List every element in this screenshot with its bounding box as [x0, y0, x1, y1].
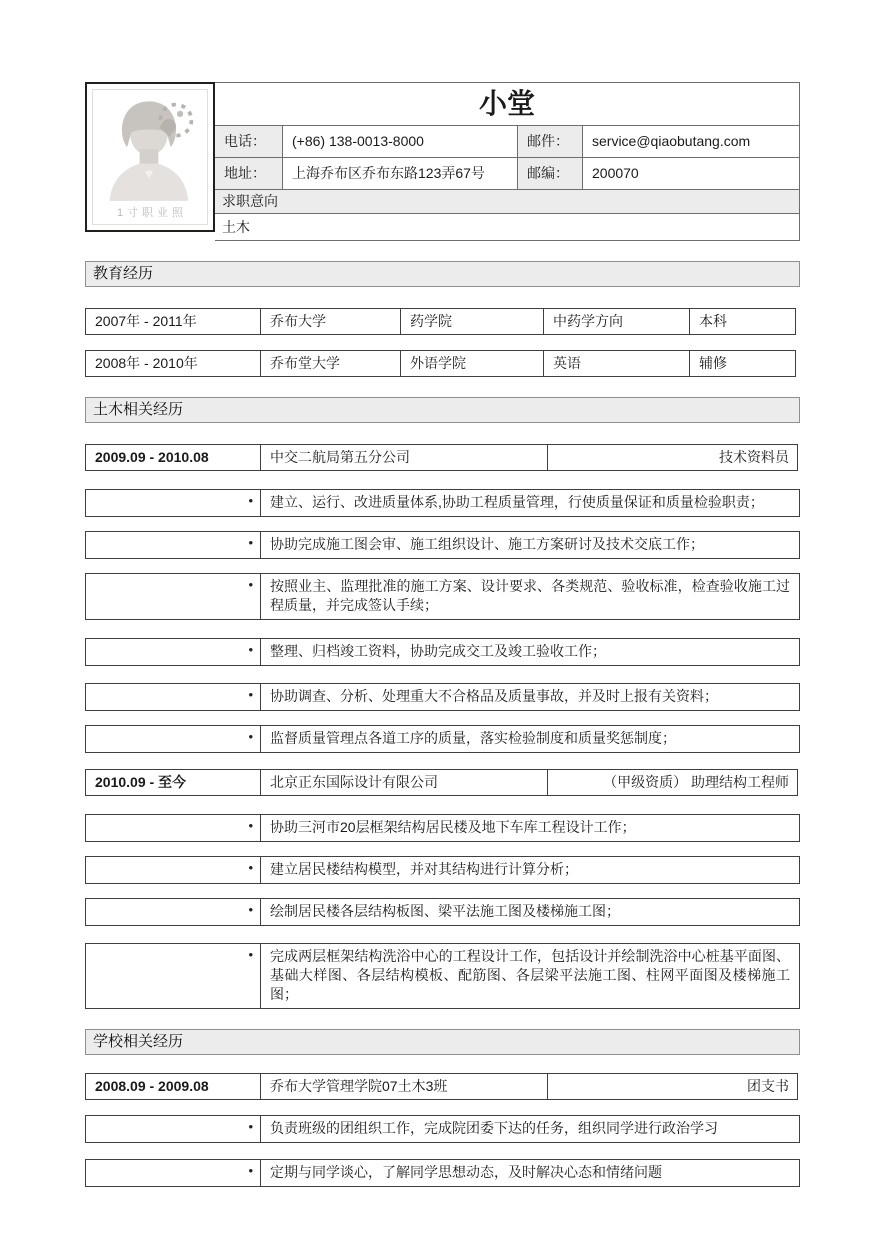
bullet-row	[85, 1159, 800, 1187]
bullet-text: 建立居民楼结构模型，并对其结构进行计算分析；	[260, 856, 800, 884]
education-row	[85, 308, 800, 335]
bullet-text: 协助完成施工图会审、施工组织设计、施工方案研讨及技术交底工作；	[260, 531, 800, 559]
bullet-marker: •	[85, 814, 261, 842]
candidate-name: 小堂	[215, 83, 799, 126]
bullet-text: 建立、运行、改进质量体系,协助工程质量管理，行使质量保证和质量检验职责；	[260, 489, 800, 517]
bullet-text: 按照业主、监理批准的施工方案、设计要求、各类规范、验收标准，检查验收施工过程质量，并完成签认手续；	[260, 573, 800, 620]
bullet-marker: •	[85, 943, 261, 1009]
edu-school: 乔布大学	[260, 308, 401, 335]
bullet-marker: •	[85, 638, 261, 666]
entry-role: （甲级资质） 助理结构工程师	[547, 769, 798, 796]
edu-degree: 辅修	[689, 350, 796, 377]
photo-placeholder	[92, 89, 208, 225]
entry-organization: 北京正东国际设计有限公司	[260, 769, 548, 796]
work-entry-row	[85, 769, 800, 796]
bullet-marker: •	[85, 898, 261, 926]
school-entry-row	[85, 1073, 800, 1100]
edu-major: 中药学方向	[543, 308, 690, 335]
entry-period: 2010.09 - 至今	[85, 769, 261, 796]
bullet-row	[85, 489, 800, 517]
bullet-text: 监督质量管理点各道工序的质量，落实检验制度和质量奖惩制度；	[260, 725, 800, 753]
edu-degree: 本科	[689, 308, 796, 335]
address-label: 地址：	[215, 158, 283, 189]
bullet-text: 协助三河市20层框架结构居民楼及地下车库工程设计工作；	[260, 814, 800, 842]
zip-label: 邮编：	[518, 158, 583, 189]
contact-row-2	[215, 158, 799, 190]
bullet-marker: •	[85, 725, 261, 753]
bullet-marker: •	[85, 531, 261, 559]
bullet-row	[85, 683, 800, 711]
bullet-marker: •	[85, 1115, 261, 1143]
contact-row-1	[215, 126, 799, 158]
bullet-marker: •	[85, 489, 261, 517]
phone-value: (+86) 138-0013-8000	[283, 126, 518, 157]
email-label: 邮件：	[518, 126, 583, 157]
work-entry-row	[85, 444, 800, 471]
edu-college: 外语学院	[400, 350, 544, 377]
bullet-text: 负责班级的团组织工作，完成院团委下达的任务，组织同学进行政治学习	[260, 1115, 800, 1143]
education-row	[85, 350, 800, 377]
zip-value: 200070	[592, 165, 639, 181]
bullet-marker: •	[85, 683, 261, 711]
header-info-box	[215, 82, 800, 241]
bullet-row	[85, 573, 800, 620]
bullet-row	[85, 725, 800, 753]
bullet-text: 整理、归档竣工资料，协助完成交工及竣工验收工作；	[260, 638, 800, 666]
edu-major: 英语	[543, 350, 690, 377]
bullet-row	[85, 638, 800, 666]
bullet-row	[85, 856, 800, 884]
section-title-school: 学校相关经历	[85, 1029, 800, 1055]
bullet-marker: •	[85, 573, 261, 620]
edu-college: 药学院	[400, 308, 544, 335]
bullet-row	[85, 943, 800, 1009]
bullet-text: 完成两层框架结构洗浴中心的工程设计工作，包括设计并绘制洗浴中心桩基平面图、基础大样图、各层结构模板、配筋图、各层梁平法施工图、柱网平面图及楼梯施工图；	[260, 943, 800, 1009]
bullet-marker: •	[85, 856, 261, 884]
photo-caption: 1寸职业照	[116, 207, 188, 219]
address-value: 上海乔布区乔布东路123弄67号	[283, 158, 518, 189]
bullet-text: 定期与同学谈心，了解同学思想动态，及时解决心态和情绪问题	[260, 1159, 800, 1187]
resume-header	[85, 82, 800, 241]
entry-period: 2008.09 - 2009.08	[85, 1073, 261, 1100]
photo-frame	[85, 82, 215, 232]
entry-role: 团支书	[547, 1073, 798, 1100]
person-silhouette-icon	[93, 90, 207, 202]
entry-organization: 乔布大学管理学院07土木3班	[260, 1073, 548, 1100]
edu-period: 2008年 - 2010年	[85, 350, 261, 377]
bullet-row	[85, 531, 800, 559]
bullet-text: 协助调查、分析、处理重大不合格品及质量事故，并及时上报有关资料；	[260, 683, 800, 711]
edu-school: 乔布堂大学	[260, 350, 401, 377]
objective-heading: 求职意向	[215, 190, 799, 214]
section-title-work: 土木相关经历	[85, 397, 800, 423]
bullet-row	[85, 898, 800, 926]
bullet-text: 绘制居民楼各层结构板图、梁平法施工图及楼梯施工图；	[260, 898, 800, 926]
bullet-row	[85, 814, 800, 842]
objective-value: 土木	[222, 219, 250, 235]
phone-label: 电话：	[215, 126, 283, 157]
entry-role: 技术资料员	[547, 444, 798, 471]
section-title-education: 教育经历	[85, 261, 800, 287]
email-value: service@qiaobutang.com	[592, 133, 751, 149]
entry-organization: 中交二航局第五分公司	[260, 444, 548, 471]
bullet-marker: •	[85, 1159, 261, 1187]
edu-period: 2007年 - 2011年	[85, 308, 261, 335]
entry-period: 2009.09 - 2010.08	[85, 444, 261, 471]
bullet-row	[85, 1115, 800, 1143]
